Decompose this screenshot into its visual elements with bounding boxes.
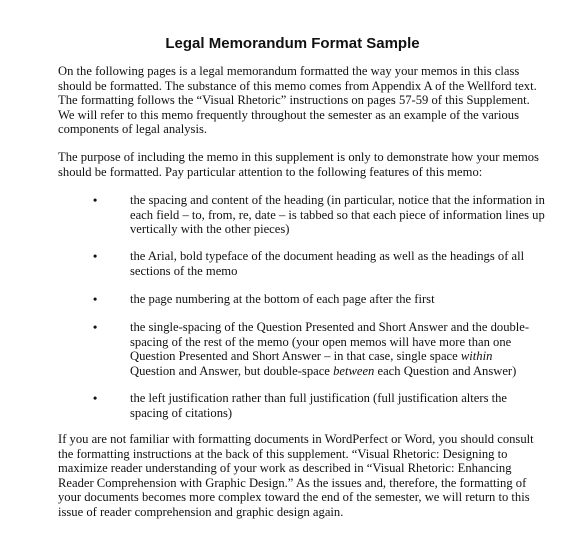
- text-line: the single-spacing of the Question Presented and Short Answer and the double-: [130, 320, 530, 334]
- text-line: vertically with the other pieces): [130, 222, 290, 236]
- text-line: [130, 349, 580, 364]
- intro-paragraph: [58, 64, 578, 137]
- bullet-icon: •: [93, 193, 98, 207]
- text-line: the Arial, bold typeface of the document heading as well as the headings of all: [130, 249, 525, 263]
- bullet-text: [130, 249, 580, 278]
- emphasis-text: within: [460, 349, 493, 363]
- text-line: should be formatted. Pay particular attention to the following features of this memo:: [58, 164, 483, 179]
- text-line: If you are not familiar with formatting documents in WordPerfect or Word, you should consult: [58, 432, 534, 446]
- purpose-paragraph: [58, 150, 578, 179]
- text-line: the spacing and content of the heading (in particular, notice that the information in: [130, 193, 545, 207]
- bullet-icon: •: [93, 249, 98, 263]
- text-run: each Question and Answer): [374, 363, 517, 378]
- text-line: The formatting follows the “Visual Rhetoric” instructions on pages 57-59 of this Supplement.: [58, 93, 530, 107]
- bullet-text: [130, 320, 580, 378]
- text-line: the formatting instructions at the back of this supplement. “Visual Rhetoric: Designing to: [58, 446, 508, 461]
- text-run: Question Presented and Short Answer – in that case, single space: [130, 349, 461, 363]
- text-line: sections of the memo: [130, 263, 238, 278]
- closing-paragraph: [58, 432, 578, 519]
- text-line: We will refer to this memo frequently throughout the semester as an example of the various: [58, 107, 519, 122]
- bullet-icon: •: [93, 320, 98, 334]
- emphasis-text: between: [333, 363, 375, 378]
- text-line: issue of reader comprehension and graphic design again.: [58, 504, 344, 519]
- text-line: the page numbering at the bottom of each page after the first: [130, 292, 435, 306]
- text-run: Question and Answer, but double-space: [130, 363, 334, 378]
- bullet-icon: •: [93, 292, 98, 306]
- bullet-text: [130, 292, 580, 307]
- text-line: should be formatted. The substance of this memo comes from Appendix A of the Wellford text.: [58, 78, 537, 93]
- text-line: components of legal analysis.: [58, 122, 207, 136]
- text-line: the left justification rather than full justification (full justification alters the: [130, 391, 508, 405]
- text-line: Reader Comprehension with Graphic Design.” As the issues and, therefore, the formatting of: [58, 475, 527, 490]
- text-line: your documents becomes more complex toward the end of the semester, we will return to this: [58, 490, 530, 504]
- text-line: spacing of the rest of the memo (your open memos will have more than one: [130, 334, 512, 349]
- document-title: Legal Memorandum Format Sample: [165, 35, 420, 52]
- text-line: maximize reader understanding of your work as described in “Visual Rhetoric: Enhancing: [58, 461, 512, 475]
- text-line: On the following pages is a legal memorandum formatted the way your memos in this class: [58, 64, 520, 78]
- bullet-icon: •: [93, 391, 98, 405]
- text-line: each field – to, from, re, date – is tabbed so that each piece of information lines up: [130, 207, 545, 222]
- text-line: The purpose of including the memo in this supplement is only to demonstrate how your memos: [58, 150, 539, 164]
- bullet-text: [130, 391, 580, 420]
- text-line: spacing of citations): [130, 405, 233, 420]
- bullet-text: [130, 193, 580, 237]
- text-line: [130, 364, 580, 379]
